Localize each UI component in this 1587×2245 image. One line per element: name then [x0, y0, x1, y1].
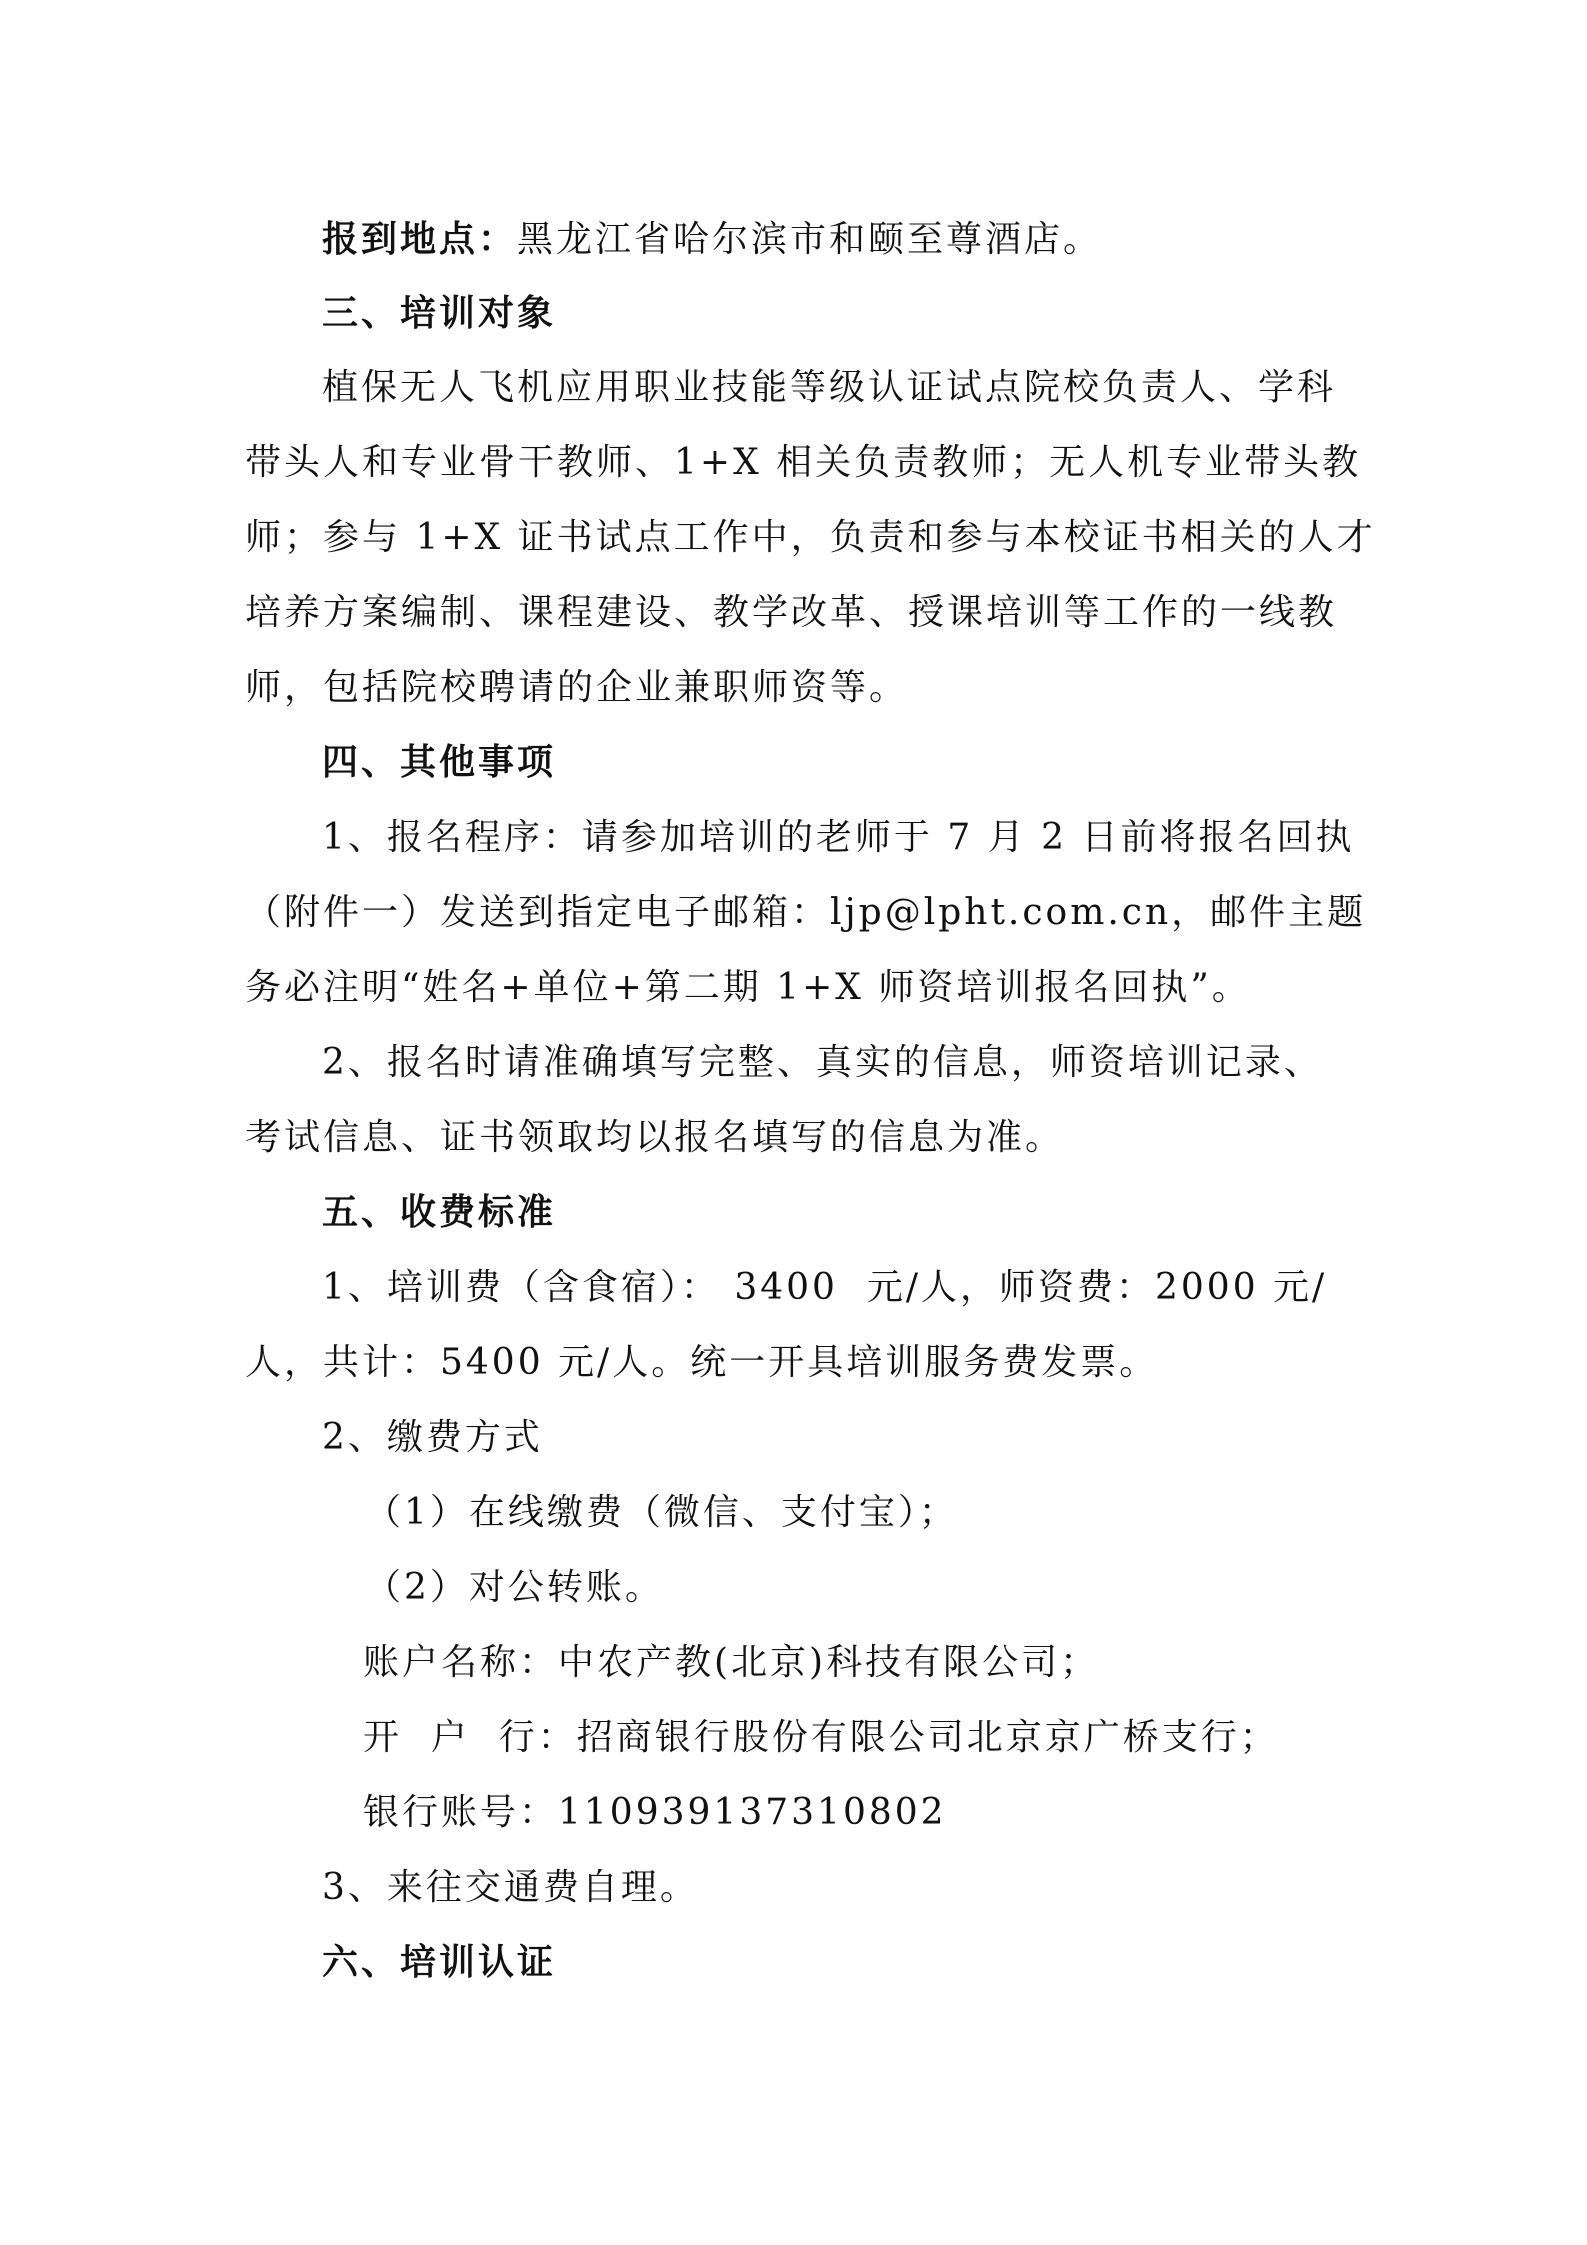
section5-item3: 3、来往交通费自理。 — [322, 1867, 699, 1908]
section4-heading: 四、其他事项 — [322, 742, 557, 783]
section5-item1-line-2: 人，共计：5400 元/人。统一开具培训服务费发票。 — [245, 1342, 1159, 1383]
account-number: 银行账号：110939137310802 — [363, 1792, 947, 1833]
section3-line-5: 师，包括院校聘请的企业兼职师资等。 — [245, 667, 909, 708]
section3-line-4: 培养方案编制、课程建设、教学改革、授课培训等工作的一线教 — [245, 592, 1338, 633]
section4-item1-line-1: 1、报名程序：请参加培训的老师于 7 月 2 日前将报名回执 — [322, 817, 1355, 858]
section5-item1-line-1: 1、培训费（含食宿）： 3400 元/人，师资费：2000 元/ — [322, 1267, 1328, 1308]
section3-line-2: 带头人和专业骨干教师、1+X 相关负责教师；无人机专业带头教 — [245, 442, 1362, 483]
account-name: 账户名称：中农产教(北京)科技有限公司； — [363, 1642, 1100, 1683]
section4-item1-line-3: 务必注明“姓名+单位+第二期 1+X 师资培训报名回执”。 — [245, 967, 1251, 1008]
payment-transfer: （2）对公转账。 — [365, 1567, 664, 1608]
report-location-value: 黑龙江省哈尔滨市和颐至尊酒店。 — [517, 219, 1103, 260]
section4-item2-line-2: 考试信息、证书领取均以报名填写的信息为准。 — [245, 1117, 1065, 1158]
section3-heading: 三、培训对象 — [322, 293, 557, 334]
section3-line-3: 师；参与 1+X 证书试点工作中，负责和参与本校证书相关的人才 — [245, 517, 1376, 558]
section6-heading: 六、培训认证 — [322, 1942, 557, 1983]
section4-item2-line-1: 2、报名时请准确填写完整、真实的信息，师资培训记录、 — [322, 1042, 1323, 1083]
section5-heading: 五、收费标准 — [322, 1192, 557, 1233]
section5-item2: 2、缴费方式 — [322, 1417, 543, 1458]
report-location-line — [322, 218, 1102, 262]
section4-item1-line-2: （附件一）发送到指定电子邮箱：ljp@lpht.com.cn，邮件主题 — [245, 892, 1367, 933]
section3-line-1: 植保无人飞机应用职业技能等级认证试点院校负责人、学科 — [322, 367, 1337, 408]
bank-name: 开 户 行：招商银行股份有限公司北京京广桥支行； — [363, 1717, 1279, 1758]
report-location-label: 报到地点： — [322, 219, 518, 260]
payment-online: （1）在线缴费（微信、支付宝）； — [365, 1492, 958, 1533]
